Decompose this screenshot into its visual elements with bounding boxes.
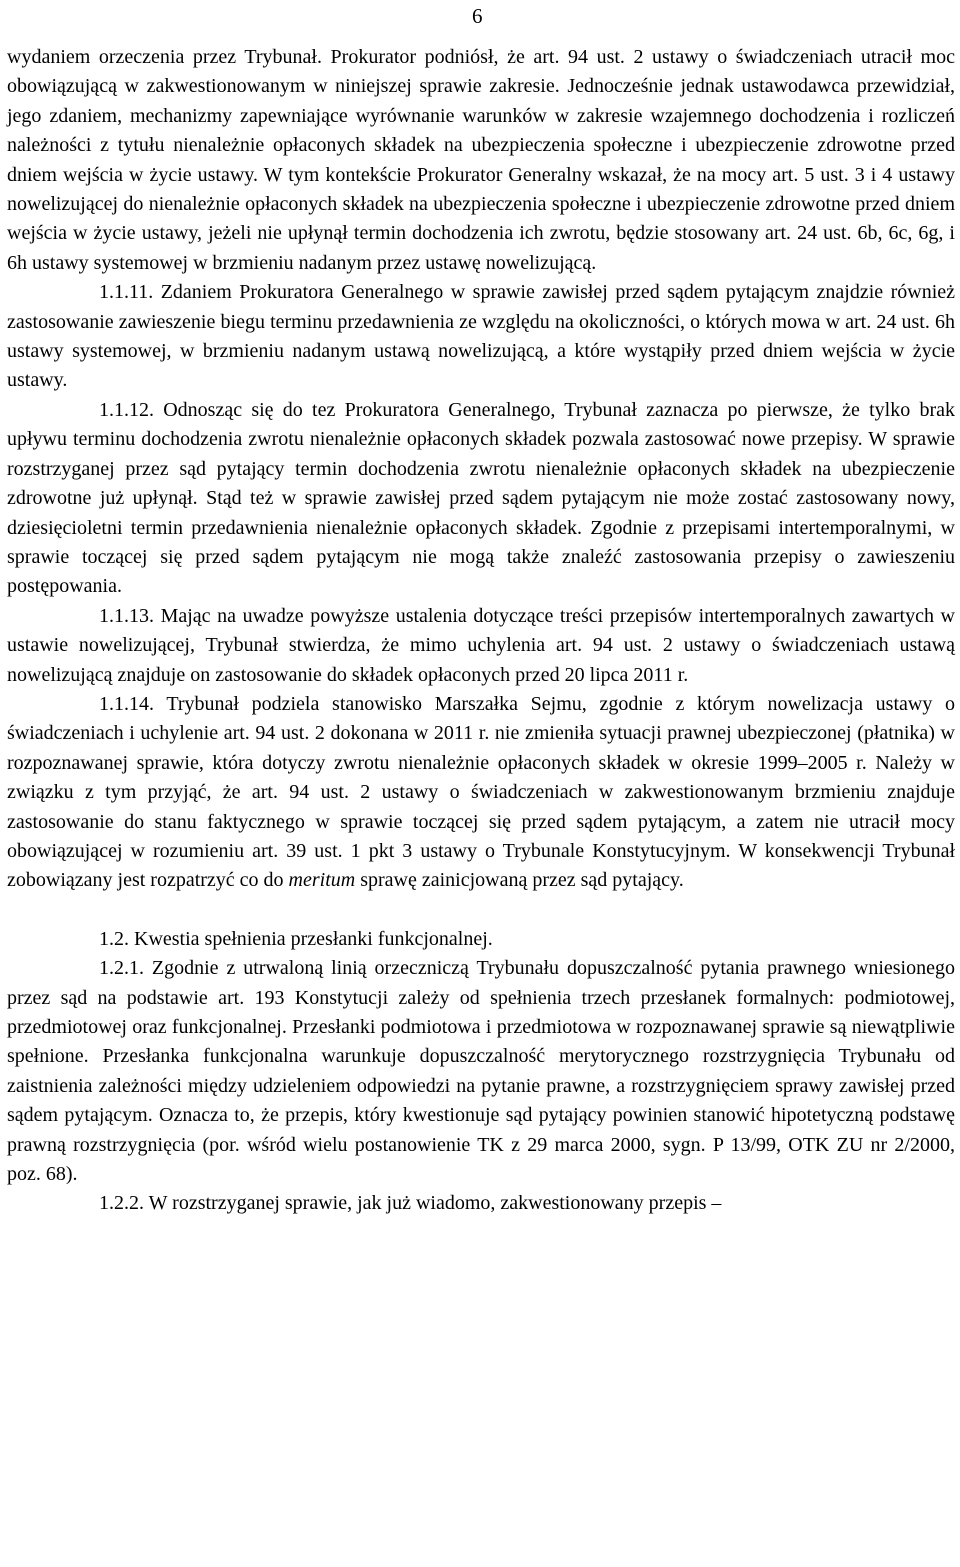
paragraph-continuation: wydaniem orzeczenia przez Trybunał. Prokurator podniósł, że art. 94 ust. 2 ustawy o świadczeniach utracił moc obowiązującą w zakwestionowanym w niniejszej sprawie zakresie. Jednocześnie jednak ustawodawca przewidział, jego zdaniem, mechanizmy zapewniające wyrównanie warunków w zakresie wzajemnego dochodzenia i rozliczeń należności z tytułu nienależnie opłaconych składek na ubezpieczenia społeczne i ubezpieczenie zdrowotne przed dniem wejścia w życie ustawy. W tym kontekście Prokurator Generalny wskazał, że na mocy art. 5 ust. 3 i 4 ustawy nowelizującej do nienależnie opłaconych składek na ubezpieczenia społeczne i ubezpieczenie zdrowotne przed dniem wejścia w życie ustawy, jeżeli nie upłynął termin dochodzenia ich zwrotu, będzie stosowany art. 24 ust. 6b, 6c, 6g, i 6h ustawy systemowej w brzmieniu nadanym przez ustawę nowelizującą. [7, 46, 955, 274]
paragraph-gap [7, 896, 955, 925]
paragraph-1-2-2: 1.2.2. W rozstrzyganej sprawie, jak już wiadomo, zakwestionowany przepis – [99, 1192, 722, 1215]
paragraph-1-1-14-text: 1.1.14. Trybunał podziela stanowisko Marszałka Sejmu, zgodnie z którym nowelizacja ustawy o świadczeniach i uchylenie art. 94 ust. 2 dokonana w 2011 r. nie zmieniła sytuacji prawnej ubezpieczonej (płatnika) w rozpoznawanej sprawie, która dotyczy zwrotu nienależnie opłaconych składek w okresie 1999–2005 r. Należy w związku z tym przyjąć, że art. 94 ust. 2 ustawy o świadczeniach w zakwestionowanym brzmieniu znajduje zastosowanie do stanu faktycznego w sprawie toczącej się przed sądem pytającym, a zatem nie utracił mocy obowiązującej w rozumieniu art. 39 ust. 1 pkt 3 ustawy o Trybunale Konstytucyjnym. W konsekwencji Trybunał zobowiązany jest rozpatrzyć co do [7, 692, 955, 892]
italic-term: meritum [288, 869, 356, 892]
paragraph-1-1-12: 1.1.12. Odnosząc się do tez Prokuratora Generalnego, Trybunał zaznacza po pierwsze, że tylko brak upływu terminu dochodzenia zwrotu nienależnie opłaconych składek pozwala zastosować nowe przepisy. W sprawie rozstrzyganej przez sąd pytający termin dochodzenia zwrotu nienależnie opłaconych składek na ubezpieczenie zdrowotne już upłynął. Stąd też w sprawie zawisłej przed sądem pytającym nie może zostać zastosowany nowy, dziesięcioletni termin przedawnienia nienależnie opłaconych składek. Zgodnie z przepisami intertemporalnymi, w sprawie toczącej się przed sądem pytającym nie mogą także znaleźć zastosowania przepisy o zawieszeniu postępowania. [7, 398, 955, 598]
paragraph-1-1-14-ending: sprawę zainicjowaną przez sąd pytający. [355, 869, 684, 892]
page-number: 6 [472, 4, 483, 28]
document-body [7, 43, 955, 1219]
paragraph-1-2-1: 1.2.1. Zgodnie z utrwaloną linią orzeczniczą Trybunału dopuszczalność pytania prawnego wniesionego przez sąd na podstawie art. 193 Konstytucji zależy od spełnienia trzech przesłanek formalnych: podmiotowej, przedmiotowej oraz funkcjonalnej. Przesłanki podmiotowa i przedmiotowa w rozpoznawanej sprawie są niewątpliwie spełnione. Przesłanka funkcjonalna warunkuje dopuszczalność merytorycznego rozstrzygnięcia Trybunału od zaistnienia zależności między udzieleniem odpowiedzi na pytanie prawne, a rozstrzygnięciem sprawy zawisłej przed sądem pytającym. Oznacza to, że przepis, który kwestionuje sąd pytający powinien stanowić hipotetyczną podstawę prawną rozstrzygnięcia (por. wśród wielu postanowienie TK z 29 marca 2000, sygn. P 13/99, OTK ZU nr 2/2000, poz. 68). [7, 957, 955, 1186]
section-heading-1-2: 1.2. Kwestia spełnienia przesłanki funkcjonalnej. [99, 927, 493, 950]
paragraph-1-1-11: 1.1.11. Zdaniem Prokuratora Generalnego w sprawie zawisłej przed sądem pytającym znajdzie również zastosowanie zawieszenie biegu terminu przedawnienia ze względu na okoliczności, o których mowa w art. 24 ust. 6h ustawy systemowej, w brzmieniu nadanym ustawą nowelizującą, a które wystąpiły przed dniem wejścia w życie ustawy. [7, 281, 955, 392]
paragraph-1-1-14 [7, 690, 955, 896]
paragraph-1-1-13: 1.1.13. Mając na uwadze powyższe ustalenia dotyczące treści przepisów intertemporalnych zawartych w ustawie nowelizującej, Trybunał stwierdza, że mimo uchylenia art. 94 ust. 2 ustawy o świadczeniach ustawą nowelizującą znajduje on zastosowanie do składek opłaconych przed 20 lipca 2011 r. [7, 604, 955, 686]
